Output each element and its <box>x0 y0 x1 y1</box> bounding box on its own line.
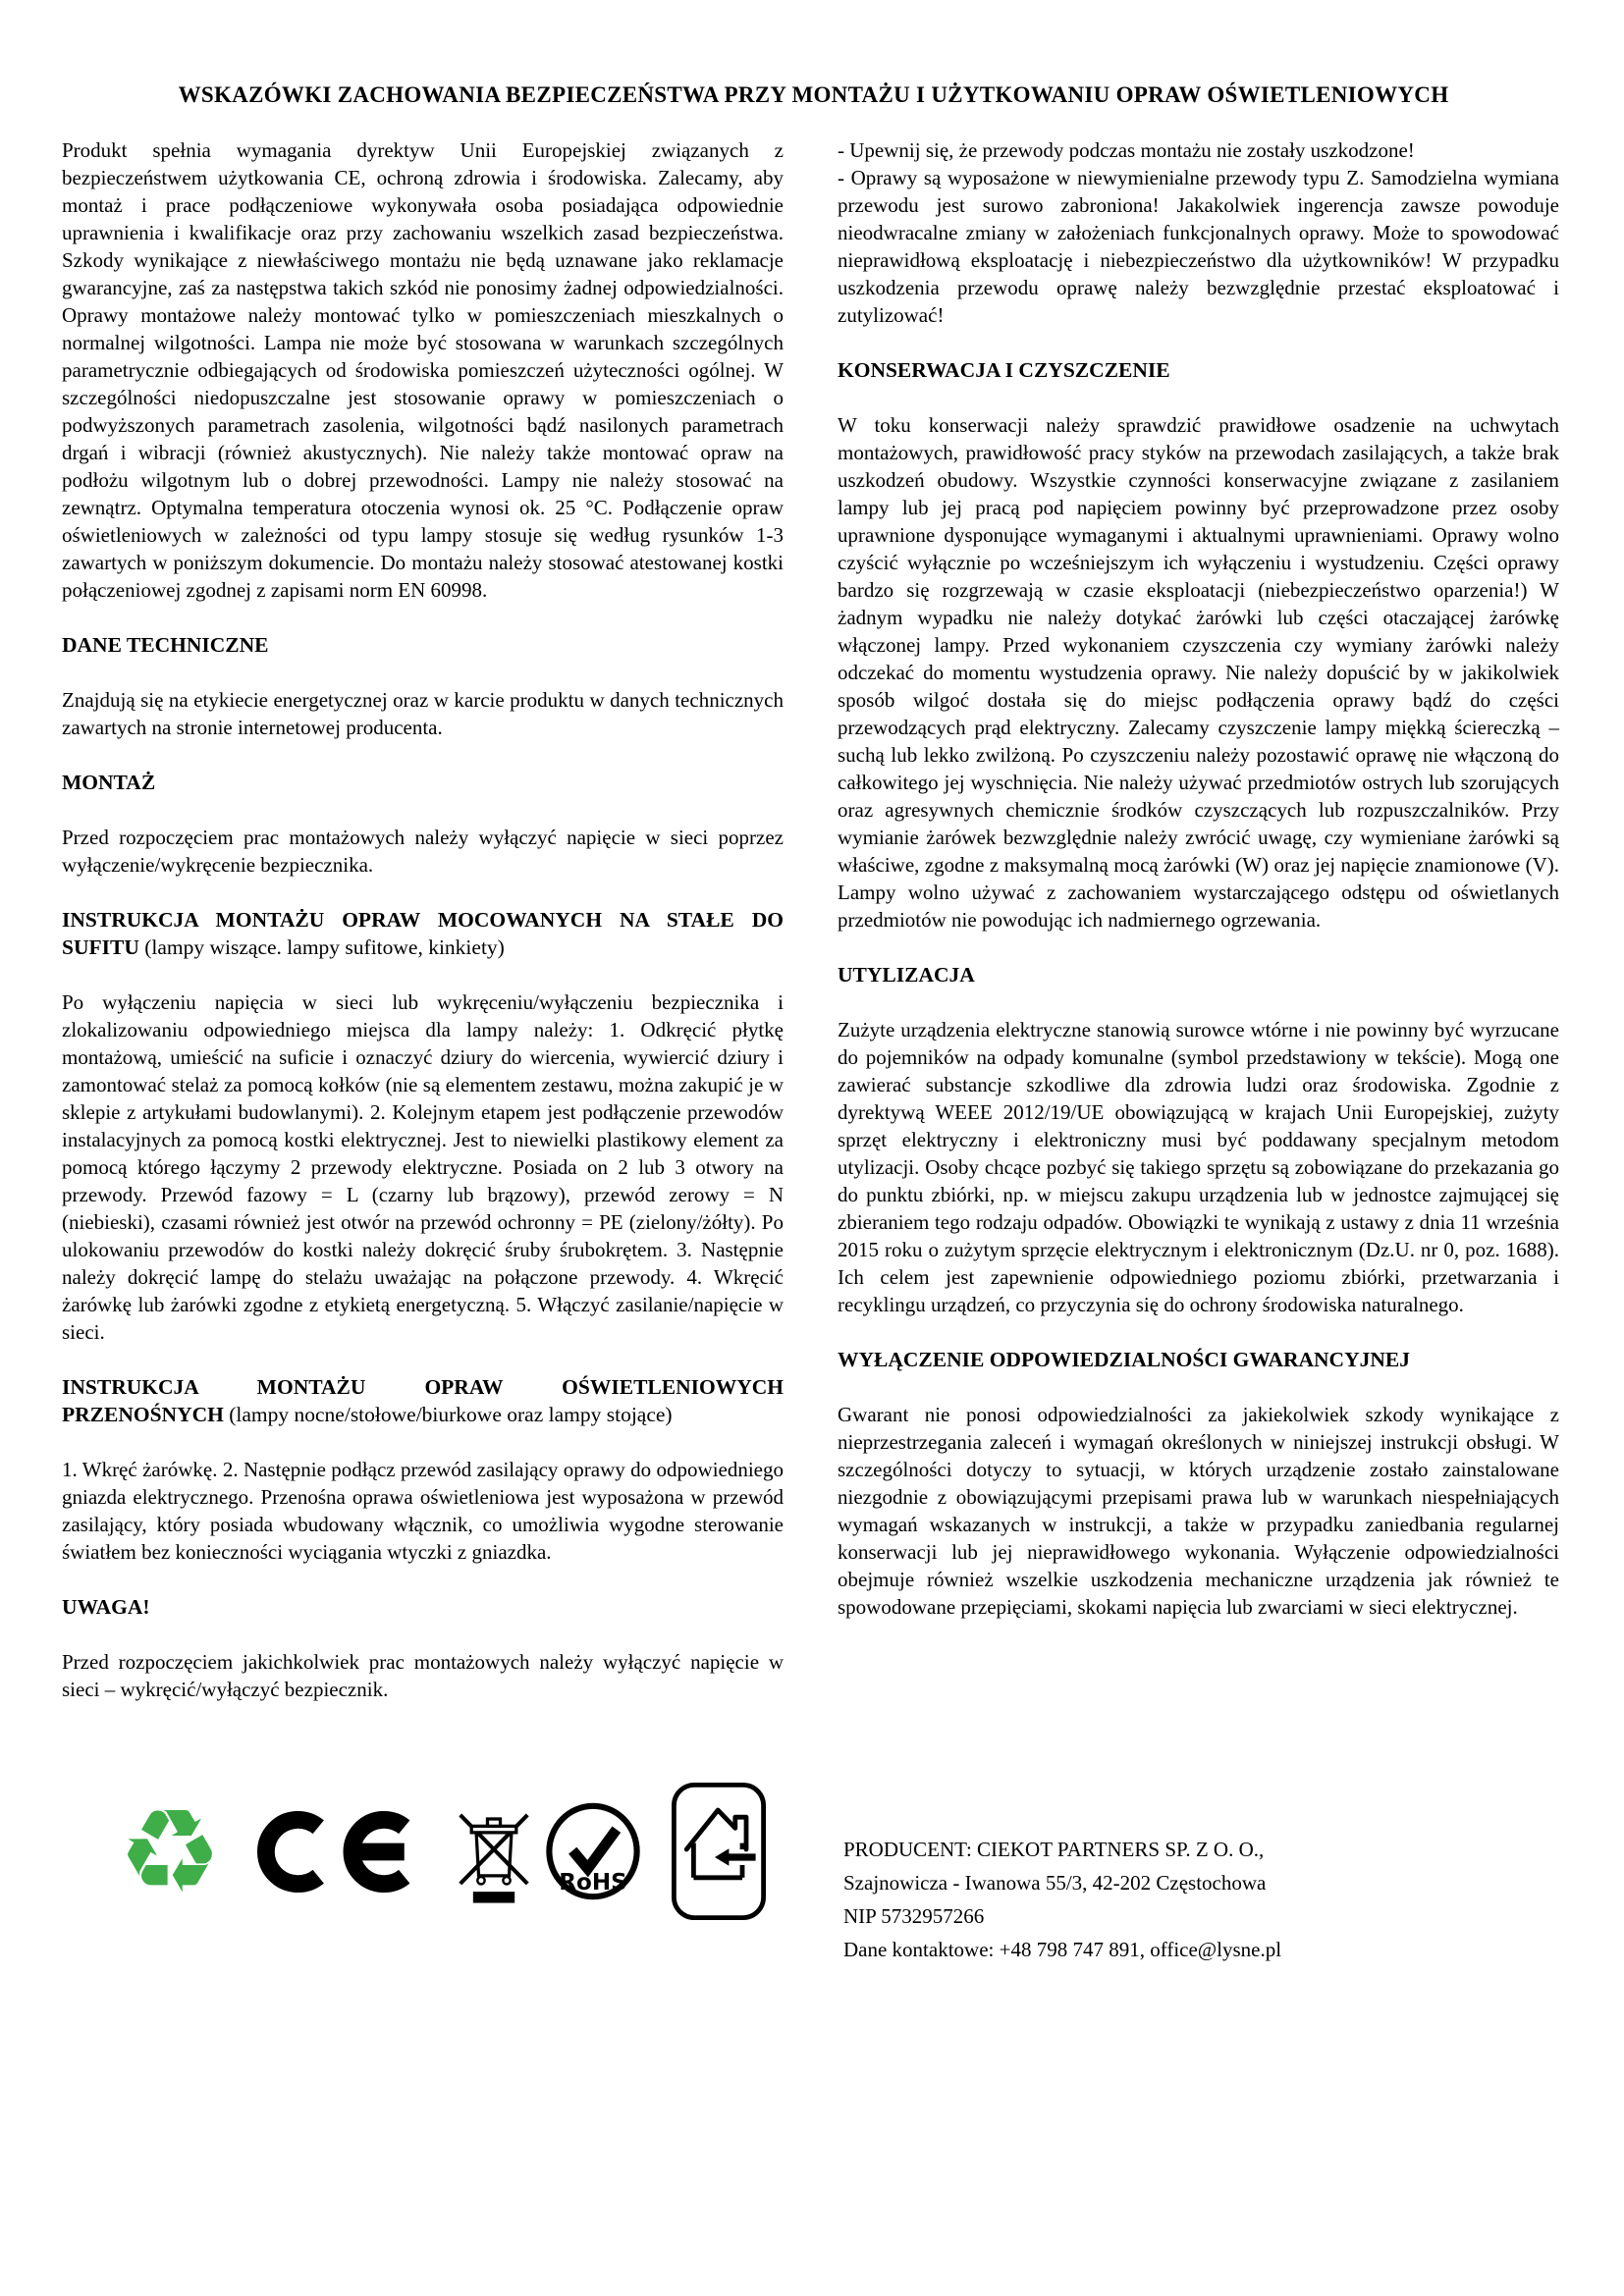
bullet-non-replaceable-cords: - Oprawy są wyposażone w niewymienialne przewody typu Z. Samodzielna wymiana przewodu jest surowo zabroniona! Jakakolwiek ingerencja zawsze powoduje nieodwracalne zmiany w założeniach funkcjonalnych oprawy. Może to spowodować nieprawidłową eksploatację i niebezpieczeństwo dla użytkowników! W przypadku uszkodzenia przewodu oprawę należy bezwzględnie przestać eksploatować i zutylizować! <box>838 166 1559 327</box>
ce-mark-icon <box>251 1808 426 1896</box>
producer-info <box>843 1833 1565 1966</box>
heading-instrukcja-sufit-note: (lampy wiszące. lampy sufitowe, kinkiety) <box>144 935 505 959</box>
konserwacja-paragraph: W toku konserwacji należy sprawdzić prawidłowe osadzenie na uchwytach montażowych, prawidłowość pracy styków na przewodach zasilających, a także brak uszkodzeń obudowy. Wszystkie czynności konserwacyjne związane z zasilaniem lampy lub jej pracą pod napięciem powinny być przeprowadzone przez osoby uprawnione dysponujące wymaganymi i aktualnymi uprawnieniami. Oprawy wolno czyścić wyłącznie po wcześniejszym ich wyłączeniu i wystudzeniu. Części oprawy bardzo się rozgrzewają w czasie eksploatacji (niebezpieczeństwo oparzenia!) W żadnym wypadku nie należy dotykać żarówki lub części otaczającej żarówkę włączonej lampy. Przed wykonaniem czyszczenia czy wymiany żarówki należy odczekać do momentu wystudzenia oprawy. Nie należy dopuścić by w jakikolwiek sposób wilgoć dostała się do miejsc podłączenia oprawy bądź do części przewodzących prąd elektryczny. Zalecamy czyszczenie lampy miękką ściereczką – suchą lub lekko zwilżoną. Po czyszczeniu należy pozostawić oprawę nie włączoną do całkowitego jej wyschnięcia. Nie należy używać przedmiotów ostrych lub szorujących oraz agresywnych chemicznie środków czyszczących lub rozpuszczalników. Przy wymianie żarówek bezwzględnie należy zwrócić uwagę, czy wymieniane żarówki są właściwe, zgodne z maksymalną mocą żarówki (W) oraz jej napięcie znamionowe (V). Lampy wolno używać z zachowaniem wystarczającego odstępu od oświetlanych przedmiotów nie powodując ich nadmiernego ogrzewania. <box>838 413 1559 932</box>
two-column-layout <box>62 136 1565 1731</box>
recycling-icon: ♻ <box>118 1784 222 1919</box>
indoor-use-icon <box>668 1779 770 1924</box>
utylizacja-paragraph: Zużyte urządzenia elektryczne stanowią surowce wtórne i nie powinny być wyrzucane do pojemników na odpady komunalne (symbol przedstawiony w tekście). Mogą one zawierać substancje szkodliwe dla zdrowia ludzi oraz środowiska. Zgodnie z dyrektywą WEEE 2012/19/UE obowiązującą w krajach Unii Europejskiej, zużyty sprzęt elektryczny i elektroniczny musi być poddawany specjalnym metodom utylizacji. Osoby chcące pozbyć się takiego sprzętu są zobowiązane do przekazania go do punktu zbiórki, np. w miejscu zakupu urządzenia lub w jednostce zajmującej się zbieraniem tego rodzaju odpadów. Obowiązki te wynikają z ustawy z dnia 11 września 2015 roku o zużytym sprzęcie elektrycznym i elektronicznym (Dz.U. nr 0, poz. 1688). Ich celem jest zapewnienie odpowiedniego poziomu zbiórki, przetwarzania i recyklingu urządzeń, co przyczynia się do ochrony środowiska naturalnego. <box>838 1018 1559 1316</box>
heading-dane-techniczne: DANE TECHNICZNE <box>62 633 269 657</box>
instrukcja-przenosne-paragraph: 1. Wkręć żarówkę. 2. Następnie podłącz przewód zasilający oprawy do odpowiedniego gniazda elektrycznego. Przenośna oprawa oświetleniowa jest wyposażona w przewód zasilający, który posiada wbudowany włącznik, co umożliwia wygodne sterowanie światłem bez konieczności wyciągania wtyczki z gniazdka. <box>62 1458 784 1564</box>
heading-uwaga: UWAGA! <box>62 1595 150 1619</box>
instrukcja-sufit-paragraph: Po wyłączeniu napięcia w sieci lub wykręceniu/wyłączeniu bezpiecznika i zlokalizowaniu odpowiedniego miejsca dla lampy należy: 1. Odkręcić płytkę montażową, umieścić na suficie i oznaczyć dziury do wiercenia, wywiercić dziury i zamontować stelaż za pomocą kołków (nie są elementem zestawu, można zakupić je w sklepie z artykułami budowlanymi). 2. Kolejnym etapem jest podłączenie przewodów instalacyjnych za pomocą kostki elektrycznej. Jest to niewielki plastikowy element za pomocą którego łączymy 2 przewody elektryczne. Posiada on 2 lub 3 otwory na przewody. Przewód fazowy = L (czarny lub brązowy), przewód zerowy = N (niebieski), czasami również jest otwór na przewód ochronny = PE (zielony/żółty). Po ulokowaniu przewodów do kostki należy dokręcić śruby śrubokrętem. 3. Następnie należy dokręcić lampę do stelażu uważając na połączone przewody. 4. Wkręcić żarówkę lub żarówki zgodne z etykietą energetyczną. 5. Włączyć zasilanie/napięcie w sieci. <box>62 990 784 1344</box>
producer-name: PRODUCENT: CIEKOT PARTNERS SP. Z O. O., <box>843 1838 1265 1861</box>
heading-gwarancja: WYŁĄCZENIE ODPOWIEDZIALNOŚCI GWARANCYJNEJ <box>838 1348 1410 1371</box>
certification-icons <box>62 1778 770 1925</box>
warning-bullets <box>838 136 1559 329</box>
heading-instrukcja-sufit-bold: INSTRUKCJA MONTAŻU OPRAW MOCOWANYCH NA STAŁE DO SUFITU <box>62 908 784 959</box>
footer <box>62 1778 1565 1966</box>
rohs-label: RoHS <box>559 1870 627 1896</box>
producer-nip: NIP 5732957266 <box>843 1904 985 1928</box>
heading-instrukcja-przenosne <box>62 1373 784 1428</box>
page-title: WSKAZÓWKI ZACHOWANIA BEZPIECZEŃSTWA PRZY MONTAŻU I UŻYTKOWANIU OPRAW OŚWIETLENIOWYCH <box>178 82 1449 107</box>
heading-montaz: MONTAŻ <box>62 771 156 794</box>
left-column <box>62 136 784 1731</box>
bullet-wires-undamaged: - Upewnij się, że przewody podczas montażu nie zostały uszkodzone! <box>838 138 1415 162</box>
weee-bin-icon <box>454 1797 534 1905</box>
dane-techniczne-paragraph: Znajdują się na etykiecie energetycznej oraz w karcie produktu w danych technicznych zawartych na stronie internetowej producenta. <box>62 688 784 739</box>
rohs-icon <box>544 1802 642 1900</box>
heading-instrukcja-przenosne-bold: INSTRUKCJA MONTAŻU OPRAW OŚWIETLENIOWYCH PRZENOŚNYCH <box>62 1375 784 1426</box>
intro-paragraph: Produkt spełnia wymagania dyrektyw Unii Europejskiej związanych z bezpieczeństwem użytkowania CE, ochroną zdrowia i środowiska. Zalecamy, aby montaż i prace podłączeniowe wykonywała osoba posiadająca odpowiednie uprawnienia i kwalifikacje oraz przy zachowaniu wszelkich zasad bezpieczeństwa. Szkody wynikające z niewłaściwego montażu nie będą uznawane jako reklamacje gwarancyjne, zaś za następstwa takich szkód nie ponosimy żadnej odpowiedzialności. Oprawy montażowe należy montować tylko w pomieszczeniach mieszkalnych o normalnej wilgotności. Lampa nie może być stosowana w warunkach szczególnych parametrycznie odbiegających od środowiska pomieszczeń użyteczności ogólnej. W szczególności niedopuszczalne jest stosowanie oprawy w pomieszczeniach o podwyższonych parametrach zasolenia, wilgotności bądź nasilonych parametrach drgań i wibracji (również akustycznych). Nie należy także montować opraw na podłożu wilgotnym lub o dobrej przewodności. Lampy nie należy stosować na zewnątrz. Optymalna temperatura otoczenia wynosi ok. 25 °C. Podłączenie opraw oświetleniowych w zależności od typu lampy stosuje się według rysunków 1-3 zawartych w poniższym dokumencie. Do montażu należy stosować atestowanej kostki połączeniowej zgodnej z zapisami norm EN 60998. <box>62 138 784 602</box>
montaz-paragraph: Przed rozpoczęciem prac montażowych należy wyłączyć napięcie w sieci poprzez wyłączenie/wykręcenie bezpiecznika. <box>62 826 784 877</box>
heading-instrukcja-przenosne-note: (lampy nocne/stołowe/biurkowe oraz lampy stojące) <box>229 1403 673 1426</box>
producer-address: Szajnowicza - Iwanowa 55/3, 42-202 Częstochowa <box>843 1871 1267 1895</box>
gwarancja-paragraph: Gwarant nie ponosi odpowiedzialności za jakiekolwiek szkody wynikające z nieprzestrzegania zaleceń i wymagań określonych w niniejszej instrukcji obsługi. W szczególności dotyczy to sytuacji, w których urządzenie zostało zainstalowane niezgodnie z obowiązującymi przepisami prawa lub w warunkach niespełniających wymagań wskazanych w instrukcji, a także w przypadku zaniedbania regularnej konserwacji lub jej nieprawidłowego wykonania. Wyłączenie odpowiedzialności obejmuje również wszelkie uszkodzenia mechaniczne urządzenia jak również te spowodowane przepięciami, skokami napięcia lub zwarciami w sieci elektrycznej. <box>838 1403 1559 1619</box>
uwaga-paragraph: Przed rozpoczęciem jakichkolwiek prac montażowych należy wyłączyć napięcie w sieci – wykręcić/wyłączyć bezpiecznik. <box>62 1650 784 1701</box>
heading-konserwacja: KONSERWACJA I CZYSZCZENIE <box>838 358 1170 382</box>
right-column <box>838 136 1559 1648</box>
producer-contact: Dane kontaktowe: +48 798 747 891, office@lysne.pl <box>843 1938 1282 1961</box>
heading-instrukcja-sufit <box>62 906 784 961</box>
heading-utylizacja: UTYLIZACJA <box>838 963 975 987</box>
